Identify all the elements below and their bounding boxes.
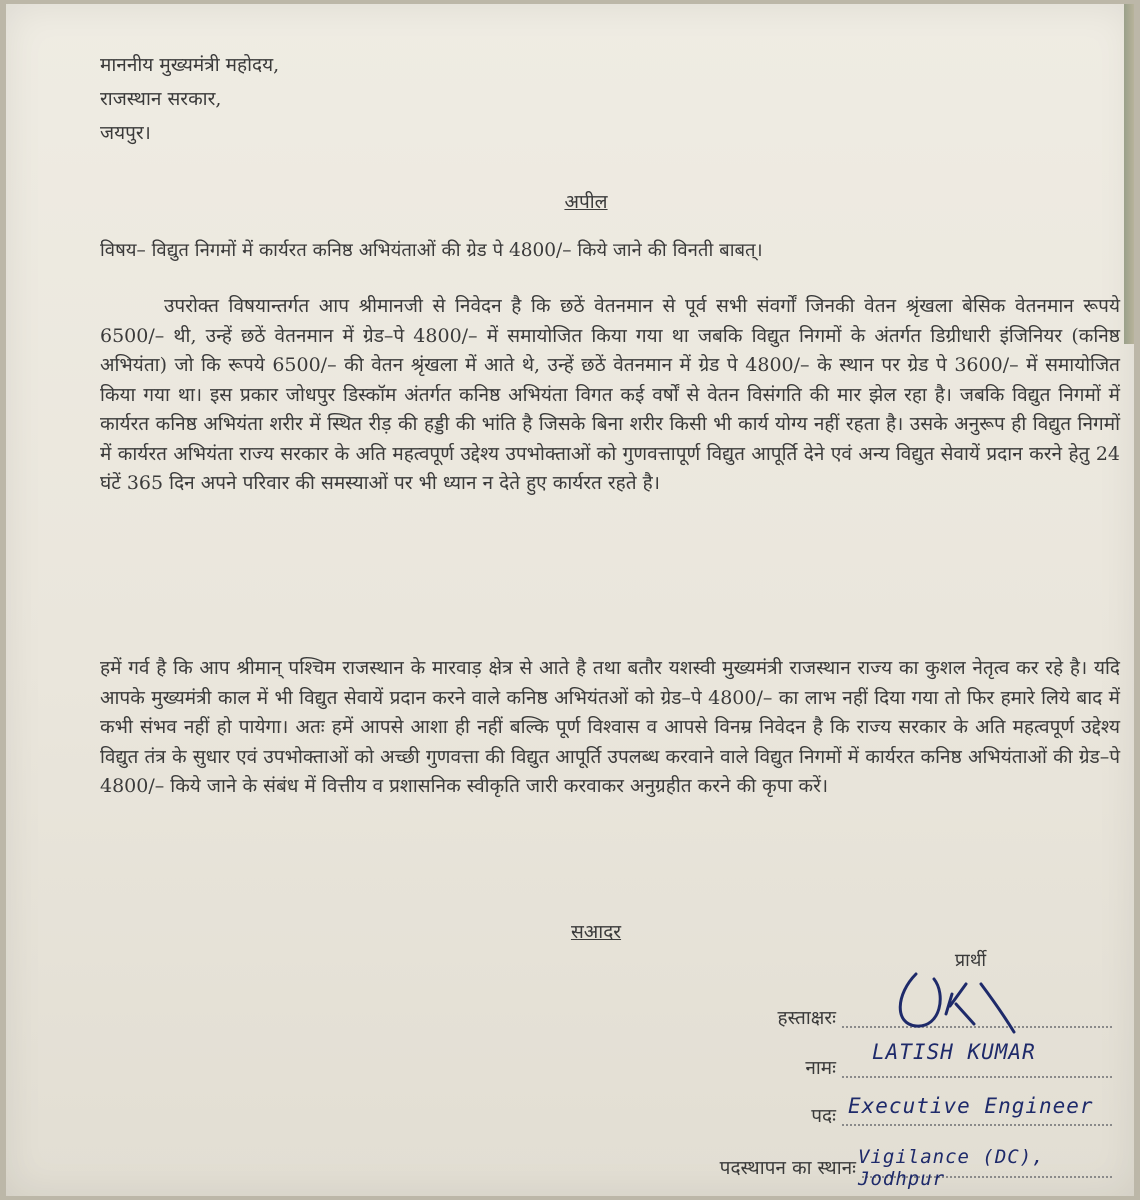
- closing-regards: सआदर: [570, 921, 622, 943]
- posting-label: पदस्थापन का स्थानः: [719, 1157, 856, 1179]
- name-label: नामः: [805, 1057, 836, 1079]
- heading-appeal: अपील: [564, 191, 608, 213]
- post-value: Executive Engineer: [848, 1094, 1094, 1118]
- handwritten-signature: [886, 954, 1036, 1044]
- paragraph-2: हमें गर्व है कि आप श्रीमान् पश्चिम राजस्थान के मारवाड़ क्षेत्र से आते है तथा बतौर यशस्वी मुख्यमंत्री राजस्थान राज्य का कुशल नेतृत्व कर रहे है। यदि आपके मुख्यमंत्री काल में भी विद्युत सेवायें प्रदान करने वाले कनिष्ठ अभियंतओं को ग्रेड–पे 4800/– का लाभ नहीं दिया गया तो फिर हमारे लिये बाद में कभी संभव नहीं हो पायेगा। अतः हमें आपसे आशा ही नहीं बल्कि पूर्ण विश्वास व आपसे विनम्र निवेदन है कि राज्य सरकार के अति महत्वपूर्ण उद्देश्य विद्युत तंत्र के सुधार एवं उपभोक्ताओं को अच्छी गुणवत्ता की विद्युत आपूर्ति उपलब्ध करवाने वाले विद्युत निगमों में कार्यरत कनिष्ठ अभियंताओं की ग्रेड–पे 4800/– किये जाने के संबंध में वित्तीय व प्रशासनिक स्वीकृति जारी करवाकर अनुग्रहीत करने की कृपा करें।: [100, 657, 1120, 797]
- recipient-line-1: माननीय मुख्यमंत्री महोदय,: [100, 54, 280, 76]
- paragraph-1: उपरोक्त विषयान्तर्गत आप श्रीमानजी से निवेदन है कि छठें वेतनमान से पूर्व सभी संवर्गों जिनकी वेतन श्रृंखला बेसिक वेतनमान रूपये 6500/– थी, उन्हें छठें वेतनमान में ग्रेड–पे 4800/– में समायोजित किया गया था जबकि विद्युत निगमों के अंतर्गत डिग्रीधारी इंजिनियर (कनिष्ठ अभियंता) जो कि रूपये 6500/– की वेतन श्रृंखला में आते थे, उन्हें छठें वेतनमान में ग्रेड पे 4800/– के स्थान पर ग्रेड पे 3600/– में समायोजित किया गया था। इस प्रकार जोधपुर डिस्कॉम अंतर्गत कनिष्ठ अभियंता विगत कई वर्षों से वेतन विसंगति की मार झेल रहा है। जबकि विद्युत निगमों में कार्यरत कनिष्ठ अभियंता शरीर में स्थित रीड़ की हड्डी की भांति है जिसके बिना शरीर किसी भी कार्य योग्य नहीं रहता है। उसके अनुरूप ही विद्युत निगमों में कार्यरत अभियंता राज्य सरकार के अति महत्वपूर्ण उद्देश्य उपभोक्ताओं को गुणवत्तापूर्ण विद्युत आपूर्ति देने एवं अन्य विद्युत सेवायें प्रदान करने हेतु 24 घंटें 365 दिन अपने परिवार की समस्याओं पर भी ध्यान न देते हुए कार्यरत रहते है।: [100, 295, 1120, 494]
- background-strip: [1124, 4, 1134, 344]
- recipient-line-3: जयपुर।: [100, 122, 151, 144]
- post-label: पदः: [811, 1105, 836, 1127]
- posting-value: Vigilance (DC), Jodhpur: [858, 1146, 1045, 1190]
- name-line: [842, 1076, 1112, 1078]
- signature-label: हस्ताक्षरः: [777, 1007, 836, 1029]
- applicant-label: प्रार्थी: [954, 950, 986, 971]
- letter-page: [6, 4, 1134, 1196]
- subject-line: विषय– विद्युत निगमों में कार्यरत कनिष्ठ अभियंताओं की ग्रेड पे 4800/– किये जाने की विनती बाबत्।: [100, 240, 763, 261]
- post-line: [842, 1124, 1112, 1126]
- recipient-line-2: राजस्थान सरकार,: [100, 88, 222, 110]
- name-value: LATISH KUMAR: [872, 1040, 1036, 1064]
